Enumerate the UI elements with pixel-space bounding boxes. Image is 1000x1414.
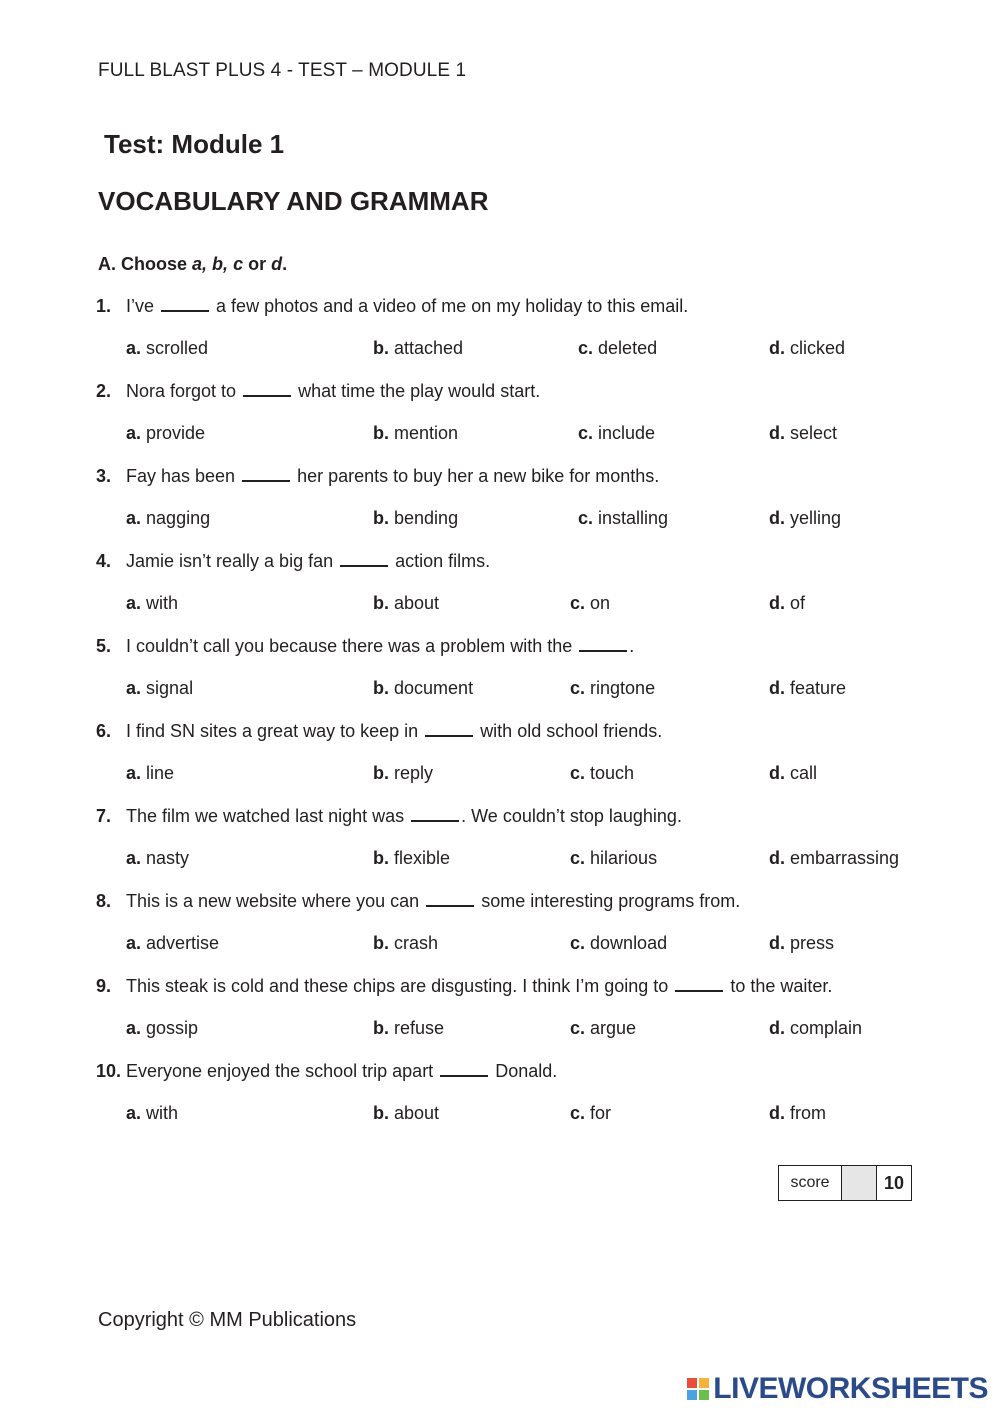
option-7-d[interactable] xyxy=(769,848,899,869)
answer-blank[interactable] xyxy=(440,1061,488,1077)
question-text-before: I couldn’t call you because there was a problem with the xyxy=(126,636,573,656)
option-1-c[interactable] xyxy=(578,338,657,359)
question-number: 7. xyxy=(96,806,112,826)
question-3 xyxy=(96,466,659,487)
option-letter: d. xyxy=(769,678,785,698)
liveworksheets-logo xyxy=(687,1372,988,1406)
option-5-d[interactable] xyxy=(769,678,846,699)
question-number: 3. xyxy=(96,466,112,486)
answer-blank[interactable] xyxy=(425,721,473,737)
option-text: bending xyxy=(394,508,459,528)
option-9-a[interactable] xyxy=(126,1018,198,1039)
option-letter: a. xyxy=(126,423,142,443)
option-text: flexible xyxy=(394,848,451,868)
option-letter: a. xyxy=(126,338,142,358)
option-text: provide xyxy=(146,423,206,443)
copyright: Copyright © MM Publications xyxy=(98,1309,357,1331)
option-text: line xyxy=(146,763,175,783)
option-text: document xyxy=(394,678,474,698)
question-text-after: to the waiter. xyxy=(730,976,833,996)
option-7-b[interactable] xyxy=(373,848,450,869)
option-5-a[interactable] xyxy=(126,678,193,699)
answer-blank[interactable] xyxy=(340,551,388,567)
option-letter: a. xyxy=(126,933,142,953)
option-letter: c. xyxy=(570,593,586,613)
option-text: hilarious xyxy=(590,848,658,868)
option-text: touch xyxy=(590,763,635,783)
question-10 xyxy=(96,1061,557,1082)
option-8-b[interactable] xyxy=(373,933,438,954)
option-text: advertise xyxy=(146,933,220,953)
option-letter: d. xyxy=(769,933,785,953)
option-text: call xyxy=(790,763,818,783)
option-6-a[interactable] xyxy=(126,763,174,784)
question-text-before: The film we watched last night was xyxy=(126,806,405,826)
question-text-after: action films. xyxy=(395,551,491,571)
question-text-before: I find SN sites a great way to keep in xyxy=(126,721,419,741)
question-text-before: Jamie isn’t really a big fan xyxy=(126,551,334,571)
option-text: select xyxy=(790,423,838,443)
answer-blank[interactable] xyxy=(243,381,291,397)
option-8-a[interactable] xyxy=(126,933,219,954)
question-text-before: Fay has been xyxy=(126,466,236,486)
logo-icon xyxy=(687,1378,709,1400)
option-text: refuse xyxy=(394,1018,445,1038)
option-text: yelling xyxy=(790,508,842,528)
option-6-c[interactable] xyxy=(570,763,634,784)
score-input[interactable] xyxy=(842,1166,877,1200)
option-7-c[interactable] xyxy=(570,848,657,869)
question-text-after: some interesting programs from. xyxy=(481,891,741,911)
option-letter: c. xyxy=(578,508,594,528)
option-2-b[interactable] xyxy=(373,423,458,444)
option-9-d[interactable] xyxy=(769,1018,862,1039)
option-1-b[interactable] xyxy=(373,338,463,359)
option-letter: b. xyxy=(373,848,389,868)
option-letter: b. xyxy=(373,1103,389,1123)
option-text: clicked xyxy=(790,338,846,358)
question-text-before: This steak is cold and these chips are disgusting. I think I’m going to xyxy=(126,976,669,996)
option-letter: a. xyxy=(126,678,142,698)
question-1 xyxy=(96,296,688,317)
option-text: complain xyxy=(790,1018,863,1038)
option-8-c[interactable] xyxy=(570,933,667,954)
instruction: A. Choose a, b, c or d. xyxy=(98,254,288,274)
option-text: from xyxy=(790,1103,827,1123)
option-2-d[interactable] xyxy=(769,423,837,444)
option-letter: c. xyxy=(570,763,586,783)
question-text-after: her parents to buy her a new bike for months. xyxy=(297,466,660,486)
question-number: 6. xyxy=(96,721,112,741)
option-text: gossip xyxy=(146,1018,199,1038)
answer-blank[interactable] xyxy=(675,976,723,992)
option-letter: d. xyxy=(769,593,785,613)
answer-blank[interactable] xyxy=(161,296,209,312)
option-letter: b. xyxy=(373,678,389,698)
option-text: for xyxy=(590,1103,612,1123)
option-text: argue xyxy=(590,1018,637,1038)
option-text: with xyxy=(146,1103,179,1123)
question-number: 10. xyxy=(96,1061,122,1081)
question-9 xyxy=(96,976,832,997)
question-4 xyxy=(96,551,490,572)
option-letter: b. xyxy=(373,763,389,783)
option-10-a[interactable] xyxy=(126,1103,178,1124)
option-4-a[interactable] xyxy=(126,593,178,614)
option-letter: a. xyxy=(126,848,142,868)
option-letter: c. xyxy=(570,933,586,953)
option-1-d[interactable] xyxy=(769,338,845,359)
option-7-a[interactable] xyxy=(126,848,189,869)
answer-blank[interactable] xyxy=(426,891,474,907)
option-letter: c. xyxy=(570,678,586,698)
option-9-c[interactable] xyxy=(570,1018,636,1039)
option-text: signal xyxy=(146,678,194,698)
question-text-after: . We couldn’t stop laughing. xyxy=(461,806,682,826)
page-header: FULL BLAST PLUS 4 - TEST – MODULE 1 xyxy=(98,60,467,81)
question-6 xyxy=(96,721,662,742)
option-letter: a. xyxy=(126,1103,142,1123)
option-text: deleted xyxy=(598,338,658,358)
question-number: 8. xyxy=(96,891,112,911)
option-letter: a. xyxy=(126,593,142,613)
option-letter: b. xyxy=(373,423,389,443)
score-label: score xyxy=(779,1166,842,1200)
option-text: of xyxy=(790,593,806,613)
option-letter: b. xyxy=(373,338,389,358)
option-10-c[interactable] xyxy=(570,1103,611,1124)
question-number: 4. xyxy=(96,551,112,571)
question-text-after: . xyxy=(629,636,635,656)
option-letter: c. xyxy=(570,1103,586,1123)
option-letter: c. xyxy=(570,1018,586,1038)
option-3-c[interactable] xyxy=(578,508,668,529)
option-5-c[interactable] xyxy=(570,678,655,699)
option-letter: d. xyxy=(769,1018,785,1038)
question-number: 2. xyxy=(96,381,112,401)
question-text-after: with old school friends. xyxy=(480,721,663,741)
option-6-d[interactable] xyxy=(769,763,817,784)
question-text-before: I’ve xyxy=(126,296,155,316)
question-5 xyxy=(96,636,634,657)
option-letter: b. xyxy=(373,508,389,528)
option-letter: d. xyxy=(769,763,785,783)
question-number: 9. xyxy=(96,976,112,996)
question-text-before: This is a new website where you can xyxy=(126,891,420,911)
question-2 xyxy=(96,381,540,402)
option-text: reply xyxy=(394,763,434,783)
question-text-before: Nora forgot to xyxy=(126,381,237,401)
score-total: 10 xyxy=(883,1172,905,1193)
option-letter: c. xyxy=(578,338,594,358)
question-number: 1. xyxy=(96,296,112,316)
option-letter: d. xyxy=(769,1103,785,1123)
option-letter: b. xyxy=(373,1018,389,1038)
option-8-d[interactable] xyxy=(769,933,834,954)
answer-blank[interactable] xyxy=(242,466,290,482)
option-letter: d. xyxy=(769,338,785,358)
option-text: nasty xyxy=(146,848,190,868)
test-title: Test: Module 1 xyxy=(104,129,285,159)
question-text-after: Donald. xyxy=(495,1061,558,1081)
section-heading: VOCABULARY AND GRAMMAR xyxy=(98,186,489,216)
option-text: attached xyxy=(394,338,464,358)
option-text: ringtone xyxy=(590,678,656,698)
option-4-b[interactable] xyxy=(373,593,439,614)
option-letter: b. xyxy=(373,593,389,613)
option-text: about xyxy=(394,1103,440,1123)
option-text: mention xyxy=(394,423,459,443)
option-text: on xyxy=(590,593,611,613)
option-letter: a. xyxy=(126,763,142,783)
option-6-b[interactable] xyxy=(373,763,433,784)
option-text: press xyxy=(790,933,835,953)
option-5-b[interactable] xyxy=(373,678,473,699)
option-4-c[interactable] xyxy=(570,593,610,614)
option-letter: c. xyxy=(578,423,594,443)
option-text: scrolled xyxy=(146,338,209,358)
option-letter: a. xyxy=(126,508,142,528)
option-9-b[interactable] xyxy=(373,1018,444,1039)
option-text: with xyxy=(146,593,179,613)
option-3-d[interactable] xyxy=(769,508,841,529)
option-10-d[interactable] xyxy=(769,1103,826,1124)
option-letter: a. xyxy=(126,1018,142,1038)
option-1-a[interactable] xyxy=(126,338,208,359)
option-text: include xyxy=(598,423,656,443)
option-text: nagging xyxy=(146,508,211,528)
question-text-after: what time the play would start. xyxy=(298,381,541,401)
option-2-a[interactable] xyxy=(126,423,205,444)
option-text: download xyxy=(590,933,668,953)
question-text-after: a few photos and a video of me on my holiday to this email. xyxy=(216,296,689,316)
option-letter: d. xyxy=(769,848,785,868)
option-letter: b. xyxy=(373,933,389,953)
option-10-b[interactable] xyxy=(373,1103,439,1124)
option-2-c[interactable] xyxy=(578,423,655,444)
score-box xyxy=(778,1165,912,1201)
option-text: installing xyxy=(598,508,669,528)
option-3-b[interactable] xyxy=(373,508,458,529)
option-letter: d. xyxy=(769,423,785,443)
question-text-before: Everyone enjoyed the school trip apart xyxy=(126,1061,434,1081)
logo-text: LIVEWORKSHEETS xyxy=(713,1372,988,1405)
option-text: about xyxy=(394,593,440,613)
option-letter: c. xyxy=(570,848,586,868)
option-letter: d. xyxy=(769,508,785,528)
option-4-d[interactable] xyxy=(769,593,805,614)
option-text: embarrassing xyxy=(790,848,900,868)
option-3-a[interactable] xyxy=(126,508,210,529)
option-text: crash xyxy=(394,933,439,953)
answer-blank[interactable] xyxy=(411,806,459,822)
question-8 xyxy=(96,891,740,912)
question-7 xyxy=(96,806,682,827)
question-number: 5. xyxy=(96,636,112,656)
option-text: feature xyxy=(790,678,847,698)
answer-blank[interactable] xyxy=(579,636,627,652)
